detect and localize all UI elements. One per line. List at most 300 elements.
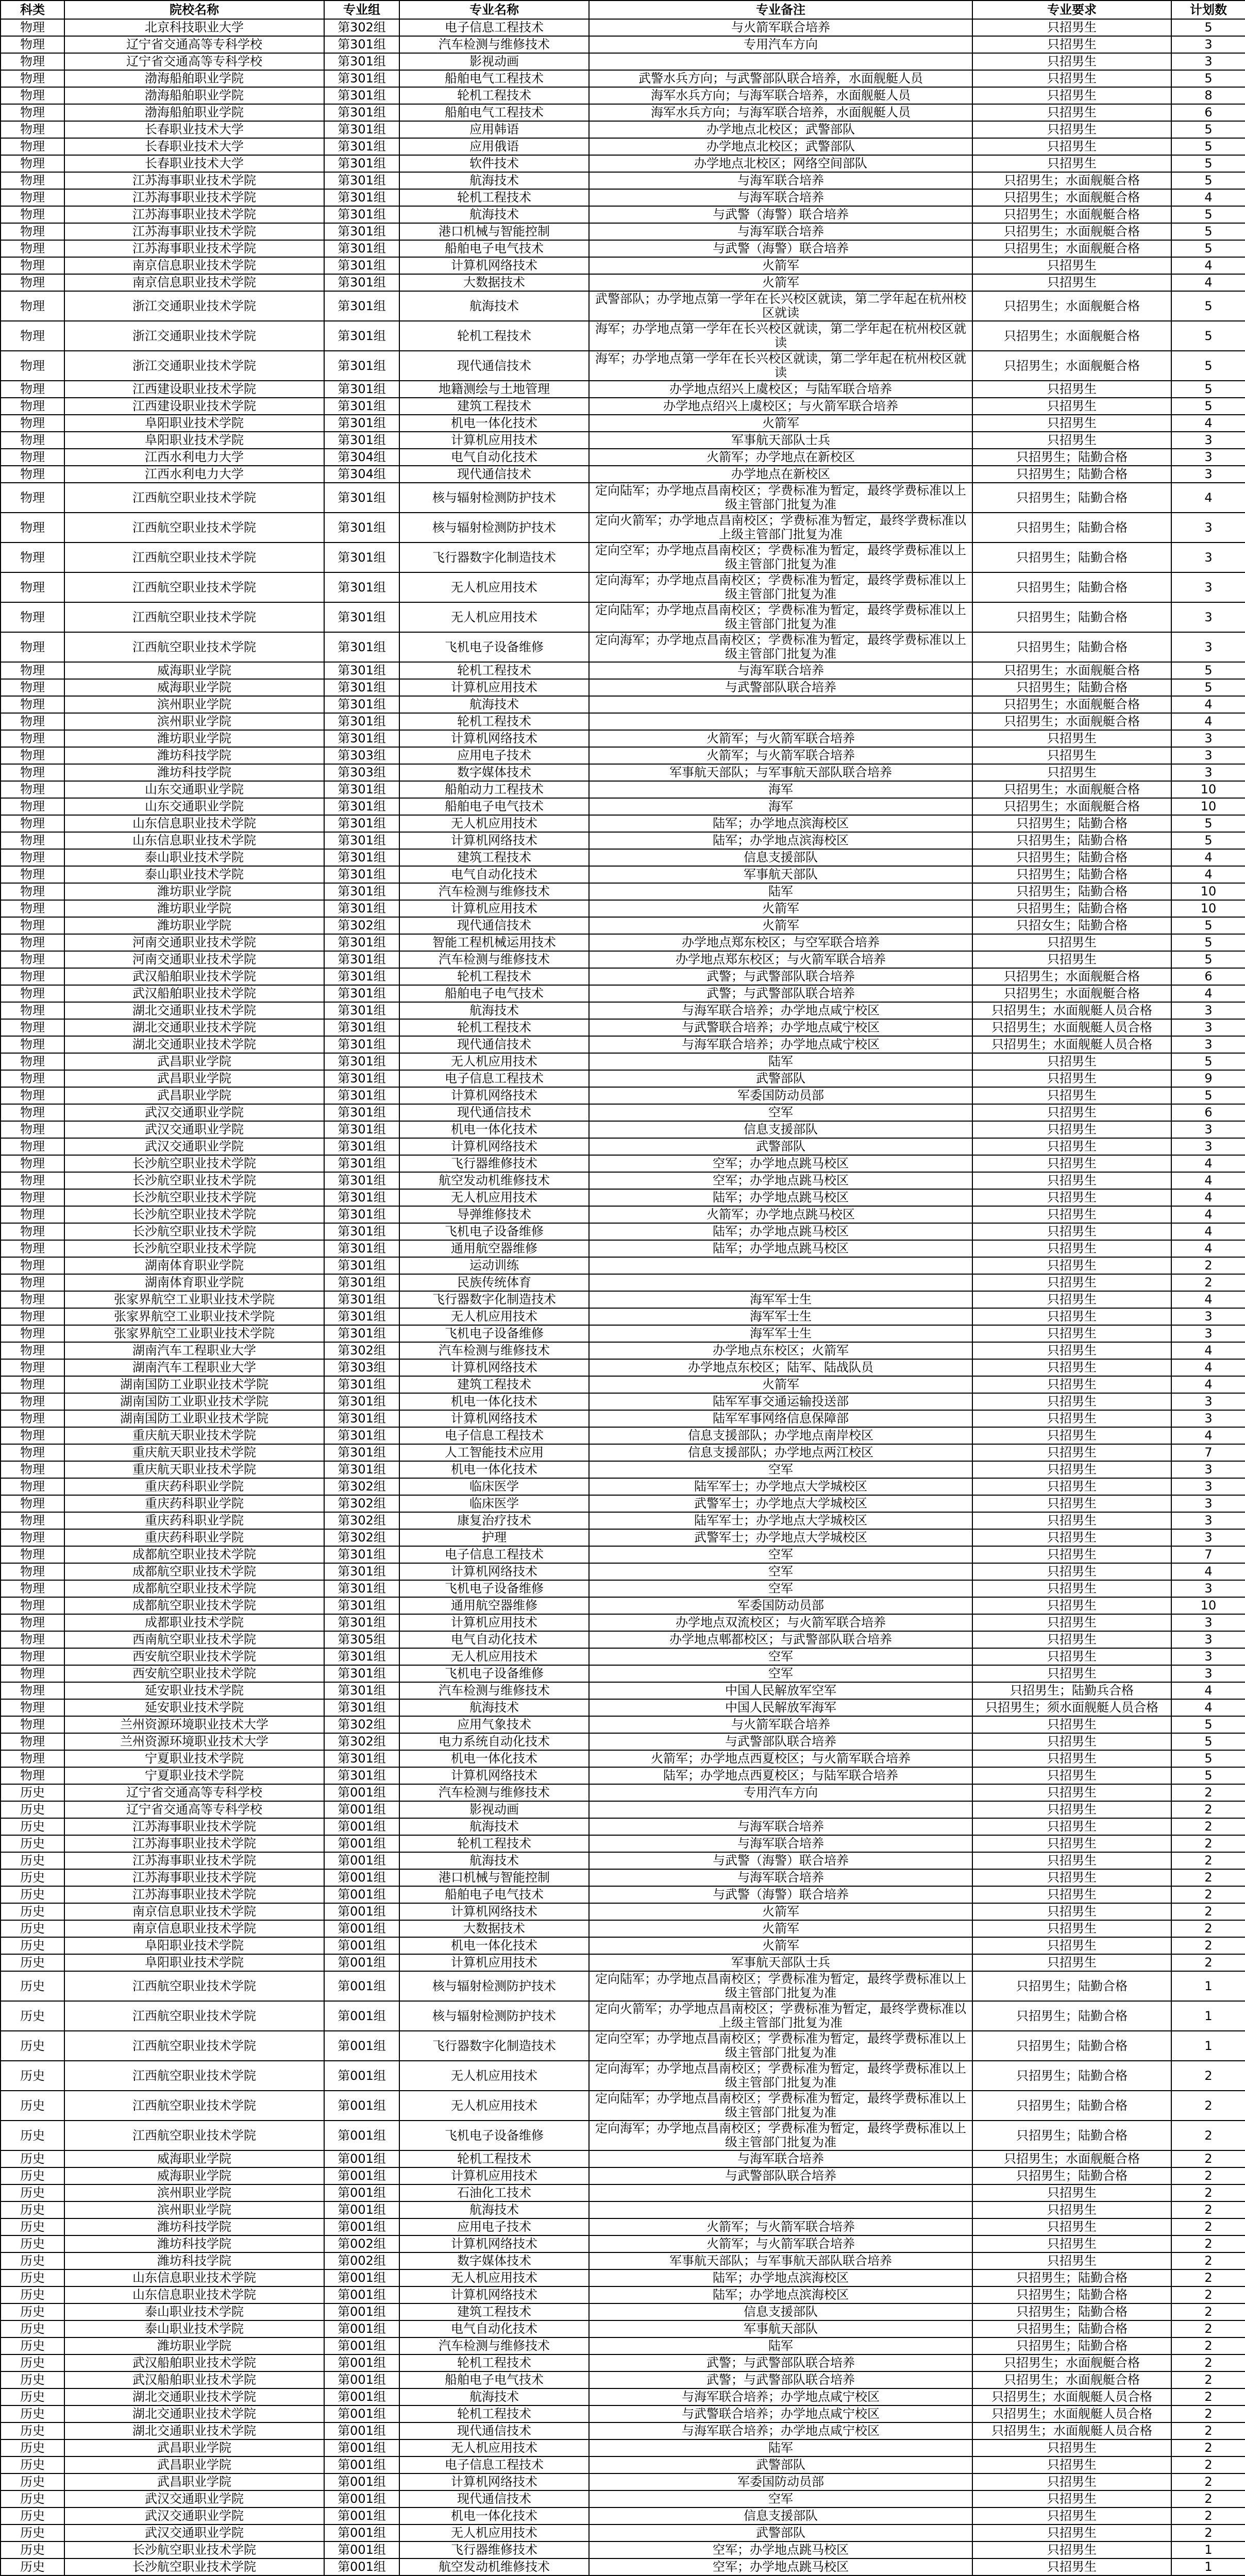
- cell-major-requirement: 只招男生；陆勤合格: [972, 2286, 1171, 2303]
- cell-major-group: 第001组: [324, 2507, 399, 2524]
- cell-major-name: 计算机应用技术: [399, 2167, 589, 2184]
- cell-major-name: 计算机应用技术: [399, 1954, 589, 1971]
- cell-major-note: 陆军；办学地点跳马校区: [589, 1223, 972, 1240]
- cell-major-group: 第303组: [324, 747, 399, 764]
- cell-school-name: 浙江交通职业技术学院: [64, 321, 324, 351]
- cell-major-note: 办学地点双流校区；与火箭军联合培养: [589, 1614, 972, 1631]
- cell-plan-count: 5: [1171, 917, 1245, 934]
- cell-major-group: 第301组: [324, 1614, 399, 1631]
- table-row: [1, 223, 1245, 240]
- cell-major-requirement: 只招男生: [972, 1716, 1171, 1733]
- cell-major-group: 第304组: [324, 466, 399, 483]
- cell-major-name: 轮机工程技术: [399, 1835, 589, 1852]
- table-row: [1, 1512, 1245, 1529]
- cell-major-group: 第301组: [324, 155, 399, 172]
- cell-major-note: 武警；与武警部队联合培养: [589, 968, 972, 985]
- cell-school-name: 湖南体育职业学院: [64, 1274, 324, 1291]
- cell-major-name: 计算机网络技术: [399, 1767, 589, 1784]
- cell-school-name: 武汉交通职业学院: [64, 2490, 324, 2507]
- cell-plan-count: 2: [1171, 2371, 1245, 2388]
- cell-school-name: 潍坊职业学院: [64, 917, 324, 934]
- cell-major-group: 第301组: [324, 713, 399, 730]
- cell-major-name: 计算机网络技术: [399, 1563, 589, 1580]
- cell-subject: 物理: [1, 351, 64, 381]
- cell-plan-count: 5: [1171, 240, 1245, 257]
- cell-major-requirement: 只招男生；陆勤合格: [972, 2167, 1171, 2184]
- cell-school-name: 武昌职业学院: [64, 2473, 324, 2490]
- cell-major-requirement: 只招男生: [972, 257, 1171, 274]
- cell-major-requirement: 只招男生: [972, 1920, 1171, 1937]
- cell-plan-count: 5: [1171, 321, 1245, 351]
- cell-major-group: 第301组: [324, 87, 399, 104]
- cell-major-requirement: 只招男生: [972, 1546, 1171, 1563]
- cell-major-group: 第001组: [324, 2405, 399, 2422]
- cell-major-group: 第001组: [324, 2524, 399, 2541]
- header-major-name: 专业名称: [399, 1, 589, 19]
- cell-major-name: 电气自动化技术: [399, 1631, 589, 1648]
- cell-major-name: 航海技术: [399, 206, 589, 223]
- cell-major-note: [589, 1274, 972, 1291]
- cell-major-requirement: 只招男生: [972, 730, 1171, 747]
- cell-subject: 历史: [1, 1852, 64, 1869]
- cell-major-group: 第301组: [324, 968, 399, 985]
- cell-school-name: 江苏海事职业技术学院: [64, 1886, 324, 1903]
- table-row: [1, 1767, 1245, 1784]
- cell-subject: 物理: [1, 53, 64, 70]
- cell-school-name: 重庆药科职业学院: [64, 1478, 324, 1495]
- table-row: [1, 1325, 1245, 1342]
- cell-subject: 物理: [1, 1189, 64, 1206]
- cell-major-requirement: 只招男生；水面舰艇合格: [972, 189, 1171, 206]
- cell-school-name: 湖南国防工业职业技术学院: [64, 1393, 324, 1410]
- cell-major-group: 第301组: [324, 1002, 399, 1019]
- table-row: [1, 1172, 1245, 1189]
- table-row: [1, 513, 1245, 543]
- cell-major-group: 第301组: [324, 900, 399, 917]
- cell-major-note: 定向海军；办学地点昌南校区；学费标准为暂定，最终学费标准以上级主管部门批复为准: [589, 572, 972, 602]
- cell-major-name: 船舶电子电气技术: [399, 985, 589, 1002]
- cell-major-note: 与武警（海警）联合培养: [589, 1886, 972, 1903]
- cell-school-name: 江西航空职业技术学院: [64, 632, 324, 662]
- cell-plan-count: 1: [1171, 2541, 1245, 2558]
- cell-major-requirement: 只招男生；水面舰艇合格: [972, 2371, 1171, 2388]
- cell-plan-count: 2: [1171, 2167, 1245, 2184]
- cell-plan-count: 3: [1171, 432, 1245, 449]
- table-row: [1, 2269, 1245, 2286]
- cell-plan-count: 2: [1171, 2354, 1245, 2371]
- cell-subject: 物理: [1, 934, 64, 951]
- table-row: [1, 1716, 1245, 1733]
- cell-subject: 历史: [1, 2456, 64, 2473]
- cell-major-name: 现代通信技术: [399, 466, 589, 483]
- cell-school-name: 重庆药科职业学院: [64, 1495, 324, 1512]
- cell-major-requirement: 只招男生: [972, 764, 1171, 781]
- cell-major-requirement: 只招男生: [972, 1478, 1171, 1495]
- cell-school-name: 湖北交通职业技术学院: [64, 1036, 324, 1053]
- cell-major-note: 与武警（海警）联合培养: [589, 206, 972, 223]
- cell-plan-count: 5: [1171, 1733, 1245, 1750]
- cell-subject: 物理: [1, 189, 64, 206]
- cell-plan-count: 3: [1171, 1325, 1245, 1342]
- cell-major-group: 第301组: [324, 274, 399, 291]
- cell-major-note: 信息支援部队；办学地点两江校区: [589, 1444, 972, 1461]
- cell-major-group: 第301组: [324, 1308, 399, 1325]
- cell-major-name: 计算机网络技术: [399, 2473, 589, 2490]
- cell-major-requirement: 只招男生: [972, 2184, 1171, 2201]
- cell-subject: 物理: [1, 798, 64, 815]
- cell-major-note: 定向空军；办学地点昌南校区；学费标准为暂定，最终学费标准以上级主管部门批复为准: [589, 543, 972, 572]
- cell-major-note: 陆军: [589, 883, 972, 900]
- cell-major-note: [589, 1801, 972, 1818]
- cell-plan-count: 3: [1171, 1631, 1245, 1648]
- table-row: [1, 1104, 1245, 1121]
- cell-plan-count: 2: [1171, 2422, 1245, 2439]
- cell-plan-count: 4: [1171, 415, 1245, 432]
- cell-major-note: 武警部队: [589, 2524, 972, 2541]
- cell-subject: 物理: [1, 951, 64, 968]
- cell-plan-count: 3: [1171, 36, 1245, 53]
- cell-major-requirement: 只招男生；陆勤合格: [972, 832, 1171, 849]
- cell-plan-count: 2: [1171, 1869, 1245, 1886]
- cell-school-name: 武昌职业学院: [64, 1087, 324, 1104]
- table-row: [1, 602, 1245, 632]
- cell-major-name: 核与辐射检测防护技术: [399, 1971, 589, 2001]
- cell-major-group: 第301组: [324, 849, 399, 866]
- cell-major-name: 建筑工程技术: [399, 849, 589, 866]
- cell-subject: 历史: [1, 2473, 64, 2490]
- table-row: [1, 1937, 1245, 1954]
- cell-plan-count: 5: [1171, 351, 1245, 381]
- cell-major-note: 办学地点郫都校区；与武警部队联合培养: [589, 1631, 972, 1648]
- cell-major-name: 计算机网络技术: [399, 2235, 589, 2252]
- cell-major-group: 第301组: [324, 415, 399, 432]
- cell-major-note: 海军军士生: [589, 1325, 972, 1342]
- cell-major-group: 第001组: [324, 2121, 399, 2150]
- cell-school-name: 威海职业学院: [64, 2150, 324, 2167]
- cell-major-name: 大数据技术: [399, 1920, 589, 1937]
- cell-plan-count: 5: [1171, 223, 1245, 240]
- cell-subject: 历史: [1, 2001, 64, 2031]
- cell-major-name: 轮机工程技术: [399, 2405, 589, 2422]
- cell-major-group: 第301组: [324, 223, 399, 240]
- cell-school-name: 武汉船舶职业技术学院: [64, 2371, 324, 2388]
- cell-major-name: 船舶电子电气技术: [399, 798, 589, 815]
- cell-plan-count: 4: [1171, 1563, 1245, 1580]
- cell-school-name: 辽宁省交通高等专科学校: [64, 36, 324, 53]
- cell-plan-count: 4: [1171, 1189, 1245, 1206]
- cell-plan-count: 3: [1171, 1002, 1245, 1019]
- table-row: [1, 1852, 1245, 1869]
- cell-major-requirement: 只招男生: [972, 1767, 1171, 1784]
- cell-major-name: 船舶电子电气技术: [399, 240, 589, 257]
- cell-major-requirement: 只招男生: [972, 2558, 1171, 2575]
- cell-major-name: 建筑工程技术: [399, 2303, 589, 2320]
- cell-major-group: 第301组: [324, 781, 399, 798]
- cell-major-note: 空军: [589, 1665, 972, 1682]
- cell-major-name: 船舶电气工程技术: [399, 104, 589, 121]
- table-row: [1, 2303, 1245, 2320]
- cell-major-note: 火箭军: [589, 1920, 972, 1937]
- cell-major-requirement: 只招男生: [972, 747, 1171, 764]
- cell-major-name: 汽车检测与维修技术: [399, 951, 589, 968]
- cell-major-group: 第301组: [324, 815, 399, 832]
- cell-subject: 历史: [1, 2286, 64, 2303]
- cell-major-name: 航海技术: [399, 1699, 589, 1716]
- table-body: [1, 19, 1245, 2576]
- cell-school-name: 威海职业学院: [64, 662, 324, 679]
- cell-subject: 物理: [1, 513, 64, 543]
- cell-major-name: 无人机应用技术: [399, 2524, 589, 2541]
- cell-major-requirement: 只招男生: [972, 1325, 1171, 1342]
- cell-major-group: 第001组: [324, 2354, 399, 2371]
- cell-major-group: 第301组: [324, 121, 399, 138]
- cell-subject: 物理: [1, 662, 64, 679]
- table-row: [1, 483, 1245, 513]
- cell-major-requirement: 只招男生: [972, 1563, 1171, 1580]
- cell-major-name: 计算机网络技术: [399, 2286, 589, 2303]
- cell-major-name: 飞机电子设备维修: [399, 1325, 589, 1342]
- cell-major-group: 第301组: [324, 1767, 399, 1784]
- cell-major-group: 第302组: [324, 1733, 399, 1750]
- cell-major-name: 机电一体化技术: [399, 1461, 589, 1478]
- cell-school-name: 西安航空职业技术学院: [64, 1648, 324, 1665]
- cell-major-requirement: 只招男生: [972, 1291, 1171, 1308]
- cell-school-name: 成都航空职业技术学院: [64, 1546, 324, 1563]
- cell-subject: 历史: [1, 2235, 64, 2252]
- cell-subject: 历史: [1, 1869, 64, 1886]
- cell-major-requirement: 只招男生；陆勤合格: [972, 513, 1171, 543]
- cell-subject: 物理: [1, 900, 64, 917]
- table-row: [1, 696, 1245, 713]
- table-row: [1, 1750, 1245, 1767]
- cell-major-note: 与海军联合培养；办学地点咸宁校区: [589, 2388, 972, 2405]
- header-plan-count: 计划数: [1171, 1, 1245, 19]
- cell-subject: 历史: [1, 2388, 64, 2405]
- cell-major-requirement: 只招男生；水面舰艇人员合格: [972, 1036, 1171, 1053]
- cell-school-name: 潍坊科技学院: [64, 764, 324, 781]
- cell-major-group: 第301组: [324, 679, 399, 696]
- table-row: [1, 432, 1245, 449]
- table-row: [1, 1053, 1245, 1070]
- cell-subject: 历史: [1, 1937, 64, 1954]
- cell-subject: 物理: [1, 36, 64, 53]
- table-row: [1, 1155, 1245, 1172]
- cell-school-name: 江西航空职业技术学院: [64, 543, 324, 572]
- cell-major-note: 办学地点绍兴上虞校区；与陆军联合培养: [589, 381, 972, 398]
- table-row: [1, 1665, 1245, 1682]
- cell-school-name: 成都职业技术学院: [64, 1614, 324, 1631]
- cell-major-name: 港口机械与智能控制: [399, 1869, 589, 1886]
- cell-major-note: 与火箭军联合培养: [589, 19, 972, 36]
- cell-major-note: 火箭军；办学地点西夏校区；与火箭军联合培养: [589, 1750, 972, 1767]
- cell-major-name: 轮机工程技术: [399, 968, 589, 985]
- table-row: [1, 951, 1245, 968]
- cell-major-requirement: 只招男生: [972, 1886, 1171, 1903]
- cell-school-name: 湖北交通职业技术学院: [64, 1002, 324, 1019]
- cell-plan-count: 2: [1171, 2337, 1245, 2354]
- cell-major-requirement: 只招男生: [972, 1393, 1171, 1410]
- table-row: [1, 730, 1245, 747]
- cell-major-name: 机电一体化技术: [399, 1121, 589, 1138]
- cell-major-requirement: 只招男生: [972, 2439, 1171, 2456]
- table-row: [1, 1257, 1245, 1274]
- cell-plan-count: 2: [1171, 1835, 1245, 1852]
- cell-major-note: 办学地点北校区；网络空间部队: [589, 155, 972, 172]
- cell-school-name: 河南交通职业技术学院: [64, 934, 324, 951]
- cell-subject: 物理: [1, 1563, 64, 1580]
- cell-plan-count: 5: [1171, 155, 1245, 172]
- cell-plan-count: 2: [1171, 2150, 1245, 2167]
- cell-major-name: 飞行器维修技术: [399, 1155, 589, 1172]
- cell-major-requirement: 只招男生；水面舰艇人员合格: [972, 2388, 1171, 2405]
- cell-major-name: 应用电子技术: [399, 747, 589, 764]
- cell-school-name: 长沙航空职业技术学院: [64, 1189, 324, 1206]
- cell-major-note: 军事航天部队士兵: [589, 432, 972, 449]
- cell-major-requirement: 只招男生: [972, 2541, 1171, 2558]
- cell-plan-count: 3: [1171, 1121, 1245, 1138]
- cell-school-name: 长沙航空职业技术学院: [64, 1223, 324, 1240]
- cell-major-note: 军事航天部队；与军事航天部队联合培养: [589, 2252, 972, 2269]
- cell-school-name: 成都航空职业技术学院: [64, 1597, 324, 1614]
- table-row: [1, 1308, 1245, 1325]
- cell-school-name: 南京信息职业技术学院: [64, 257, 324, 274]
- cell-subject: 历史: [1, 1920, 64, 1937]
- cell-major-note: 与火箭军联合培养: [589, 1716, 972, 1733]
- cell-plan-count: 2: [1171, 2524, 1245, 2541]
- cell-plan-count: 4: [1171, 1223, 1245, 1240]
- table-row: [1, 2422, 1245, 2439]
- cell-school-name: 滨州职业学院: [64, 696, 324, 713]
- cell-major-name: 飞机电子设备维修: [399, 632, 589, 662]
- cell-school-name: 江苏海事职业技术学院: [64, 172, 324, 189]
- cell-subject: 物理: [1, 172, 64, 189]
- cell-school-name: 泰山职业技术学院: [64, 2320, 324, 2337]
- cell-school-name: 西南航空职业技术学院: [64, 1631, 324, 1648]
- cell-plan-count: 5: [1171, 951, 1245, 968]
- cell-plan-count: 3: [1171, 1665, 1245, 1682]
- cell-major-name: 核与辐射检测防护技术: [399, 483, 589, 513]
- cell-major-name: 无人机应用技术: [399, 1308, 589, 1325]
- cell-major-requirement: 只招男生: [972, 934, 1171, 951]
- cell-major-group: 第301组: [324, 1648, 399, 1665]
- cell-subject: 物理: [1, 1019, 64, 1036]
- cell-major-requirement: 只招男生；水面舰艇合格: [972, 696, 1171, 713]
- cell-major-note: 陆军；办学地点跳马校区: [589, 1189, 972, 1206]
- cell-subject: 物理: [1, 1155, 64, 1172]
- cell-school-name: 江西航空职业技术学院: [64, 602, 324, 632]
- cell-subject: 物理: [1, 274, 64, 291]
- cell-major-group: 第301组: [324, 1036, 399, 1053]
- cell-school-name: 威海职业学院: [64, 2167, 324, 2184]
- table-row: [1, 1818, 1245, 1835]
- cell-school-name: 江苏海事职业技术学院: [64, 1835, 324, 1852]
- cell-subject: 物理: [1, 815, 64, 832]
- table-row: [1, 2541, 1245, 2558]
- cell-plan-count: 2: [1171, 2269, 1245, 2286]
- cell-subject: 物理: [1, 240, 64, 257]
- cell-major-group: 第301组: [324, 104, 399, 121]
- cell-subject: 物理: [1, 321, 64, 351]
- cell-major-requirement: 只招男生: [972, 1172, 1171, 1189]
- cell-subject: 物理: [1, 679, 64, 696]
- cell-major-group: 第001组: [324, 2371, 399, 2388]
- cell-major-group: 第001组: [324, 2150, 399, 2167]
- table-row: [1, 2405, 1245, 2422]
- cell-subject: 物理: [1, 1512, 64, 1529]
- cell-plan-count: 5: [1171, 934, 1245, 951]
- table-row: [1, 1733, 1245, 1750]
- cell-major-name: 电气自动化技术: [399, 2320, 589, 2337]
- cell-subject: 物理: [1, 398, 64, 415]
- cell-major-requirement: 只招男生: [972, 1070, 1171, 1087]
- cell-plan-count: 5: [1171, 662, 1245, 679]
- cell-major-note: 定向火箭军；办学地点昌南校区；学费标准为暂定，最终学费标准以上级主管部门批复为准: [589, 513, 972, 543]
- cell-plan-count: 3: [1171, 1410, 1245, 1427]
- cell-school-name: 湖南体育职业学院: [64, 1257, 324, 1274]
- cell-plan-count: 4: [1171, 274, 1245, 291]
- cell-school-name: 浙江交通职业技术学院: [64, 291, 324, 321]
- cell-subject: 物理: [1, 1461, 64, 1478]
- cell-major-note: 与海军联合培养: [589, 1835, 972, 1852]
- cell-subject: 物理: [1, 206, 64, 223]
- cell-subject: 物理: [1, 1240, 64, 1257]
- cell-major-name: 地籍测绘与土地管理: [399, 381, 589, 398]
- cell-major-note: 空军；办学地点跳马校区: [589, 1155, 972, 1172]
- table-row: [1, 1087, 1245, 1104]
- cell-major-note: 与武警（海警）联合培养: [589, 240, 972, 257]
- table-row: [1, 2218, 1245, 2235]
- cell-major-group: 第002组: [324, 2235, 399, 2252]
- cell-plan-count: 3: [1171, 764, 1245, 781]
- cell-major-note: 军事航天部队: [589, 2320, 972, 2337]
- cell-major-group: 第001组: [324, 1801, 399, 1818]
- cell-major-note: 海军；办学地点第一学年在长兴校区就读，第二学年起在杭州校区就读: [589, 321, 972, 351]
- table-row: [1, 1903, 1245, 1920]
- table-row: [1, 2456, 1245, 2473]
- cell-school-name: 滨州职业学院: [64, 2184, 324, 2201]
- cell-major-group: 第301组: [324, 866, 399, 883]
- cell-major-note: 中国人民解放军海军: [589, 1699, 972, 1716]
- table-row: [1, 934, 1245, 951]
- cell-school-name: 重庆航天职业技术学院: [64, 1461, 324, 1478]
- cell-school-name: 张家界航空工业职业技术学院: [64, 1291, 324, 1308]
- cell-school-name: 滨州职业学院: [64, 713, 324, 730]
- cell-major-note: 与武警部队联合培养: [589, 2167, 972, 2184]
- cell-major-group: 第301组: [324, 696, 399, 713]
- table-row: [1, 189, 1245, 206]
- cell-major-name: 数字媒体技术: [399, 764, 589, 781]
- cell-major-note: 海军水兵方向；与海军联合培养，水面舰艇人员: [589, 104, 972, 121]
- table-row: [1, 2121, 1245, 2150]
- cell-major-requirement: 只招男生: [972, 121, 1171, 138]
- cell-major-name: 无人机应用技术: [399, 815, 589, 832]
- cell-school-name: 浙江交通职业技术学院: [64, 351, 324, 381]
- cell-subject: 物理: [1, 747, 64, 764]
- cell-major-requirement: 只招男生: [972, 1376, 1171, 1393]
- cell-school-name: 山东交通职业学院: [64, 798, 324, 815]
- cell-plan-count: 4: [1171, 713, 1245, 730]
- cell-major-group: 第001组: [324, 1869, 399, 1886]
- cell-major-group: 第305组: [324, 1631, 399, 1648]
- cell-major-requirement: 只招男生: [972, 1631, 1171, 1648]
- cell-major-group: 第301组: [324, 1597, 399, 1614]
- cell-major-name: 航海技术: [399, 172, 589, 189]
- table-row: [1, 1954, 1245, 1971]
- cell-major-name: 飞机电子设备维修: [399, 1665, 589, 1682]
- cell-plan-count: 5: [1171, 1716, 1245, 1733]
- cell-major-requirement: 只招男生: [972, 1359, 1171, 1376]
- cell-major-name: 现代通信技术: [399, 1036, 589, 1053]
